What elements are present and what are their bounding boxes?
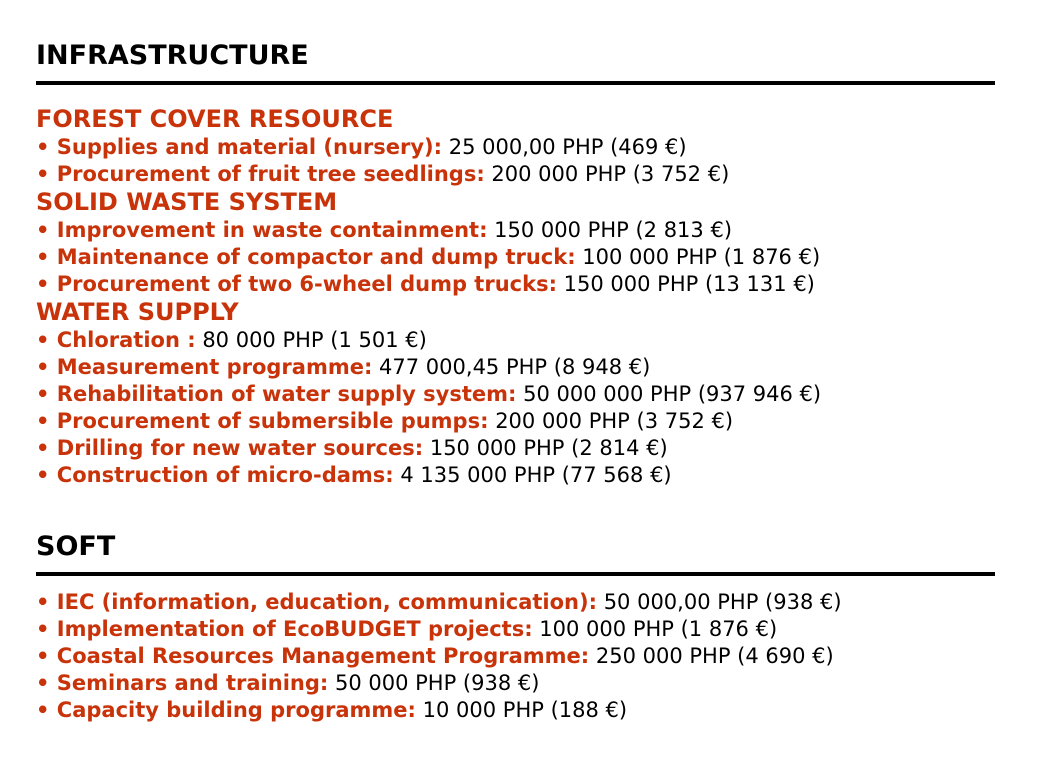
solid-waste-list [36,217,821,298]
soft-heading: SOFT [36,531,116,562]
item-label: Supplies and material (nursery): [56,135,443,159]
list-item [36,408,821,435]
item-label: Construction of micro-dams: [56,463,394,487]
item-label: Implementation of EcoBUDGET projects: [56,617,533,641]
bullet-icon: • [36,328,50,352]
item-value: 50 000 PHP (938 €) [334,671,540,695]
item-value: 100 000 PHP (1 876 €) [539,617,778,641]
bullet-icon: • [36,590,50,614]
group-title-forest-cover: FOREST COVER RESOURCE [36,105,394,133]
list-item [36,354,821,381]
item-value: 200 000 PHP (3 752 €) [495,409,734,433]
item-label: Procurement of fruit tree seedlings: [56,162,485,186]
soft-divider [36,572,995,576]
bullet-icon: • [36,617,50,641]
list-item [36,271,821,298]
water-supply-list [36,327,821,489]
item-value: 4 135 000 PHP (77 568 €) [400,463,672,487]
item-value: 10 000 PHP (188 €) [422,698,628,722]
list-item [36,616,842,643]
bullet-icon: • [36,463,50,487]
infrastructure-divider [36,81,995,85]
list-item [36,327,821,354]
item-value: 50 000,00 PHP (938 €) [603,590,842,614]
bullet-icon: • [36,436,50,460]
item-label: Drilling for new water sources: [56,436,424,460]
bullet-icon: • [36,698,50,722]
item-value: 25 000,00 PHP (469 €) [448,135,687,159]
item-label: Procurement of submersible pumps: [56,409,489,433]
item-label: Rehabilitation of water supply system: [56,382,517,406]
item-value: 80 000 PHP (1 501 €) [202,328,427,352]
bullet-icon: • [36,355,50,379]
bullet-icon: • [36,382,50,406]
item-label: Improvement in waste containment: [56,218,488,242]
bullet-icon: • [36,162,50,186]
infrastructure-heading: INFRASTRUCTURE [36,40,309,71]
list-item [36,670,842,697]
item-value: 250 000 PHP (4 690 €) [595,644,834,668]
item-value: 100 000 PHP (1 876 €) [582,245,821,269]
list-item [36,217,821,244]
item-value: 150 000 PHP (13 131 €) [563,272,815,296]
bullet-icon: • [36,644,50,668]
item-label: Seminars and training: [56,671,329,695]
soft-list [36,589,842,724]
group-title-water-supply: WATER SUPPLY [36,298,239,326]
bullet-icon: • [36,135,50,159]
item-label: Coastal Resources Management Programme: [56,644,590,668]
list-item [36,643,842,670]
list-item [36,381,821,408]
bullet-icon: • [36,245,50,269]
list-item [36,462,821,489]
group-title-solid-waste: SOLID WASTE SYSTEM [36,188,338,216]
bullet-icon: • [36,272,50,296]
list-item [36,134,821,161]
bullet-icon: • [36,671,50,695]
item-value: 200 000 PHP (3 752 €) [491,162,730,186]
list-item [36,435,821,462]
item-label: Capacity building programme: [56,698,416,722]
item-label: Chloration : [56,328,196,352]
item-label: IEC (information, education, communication): [56,590,597,614]
item-label: Measurement programme: [56,355,373,379]
list-item [36,244,821,271]
list-item [36,161,821,188]
item-value: 150 000 PHP (2 813 €) [494,218,733,242]
item-value: 477 000,45 PHP (8 948 €) [379,355,651,379]
bullet-icon: • [36,409,50,433]
item-value: 50 000 000 PHP (937 946 €) [523,382,822,406]
list-item [36,697,842,724]
forest-cover-list [36,134,821,188]
item-label: Maintenance of compactor and dump truck: [56,245,576,269]
soft-section [36,589,842,724]
item-label: Procurement of two 6-wheel dump trucks: [56,272,557,296]
bullet-icon: • [36,218,50,242]
infrastructure-section [36,105,821,489]
item-value: 150 000 PHP (2 814 €) [429,436,668,460]
list-item [36,589,842,616]
